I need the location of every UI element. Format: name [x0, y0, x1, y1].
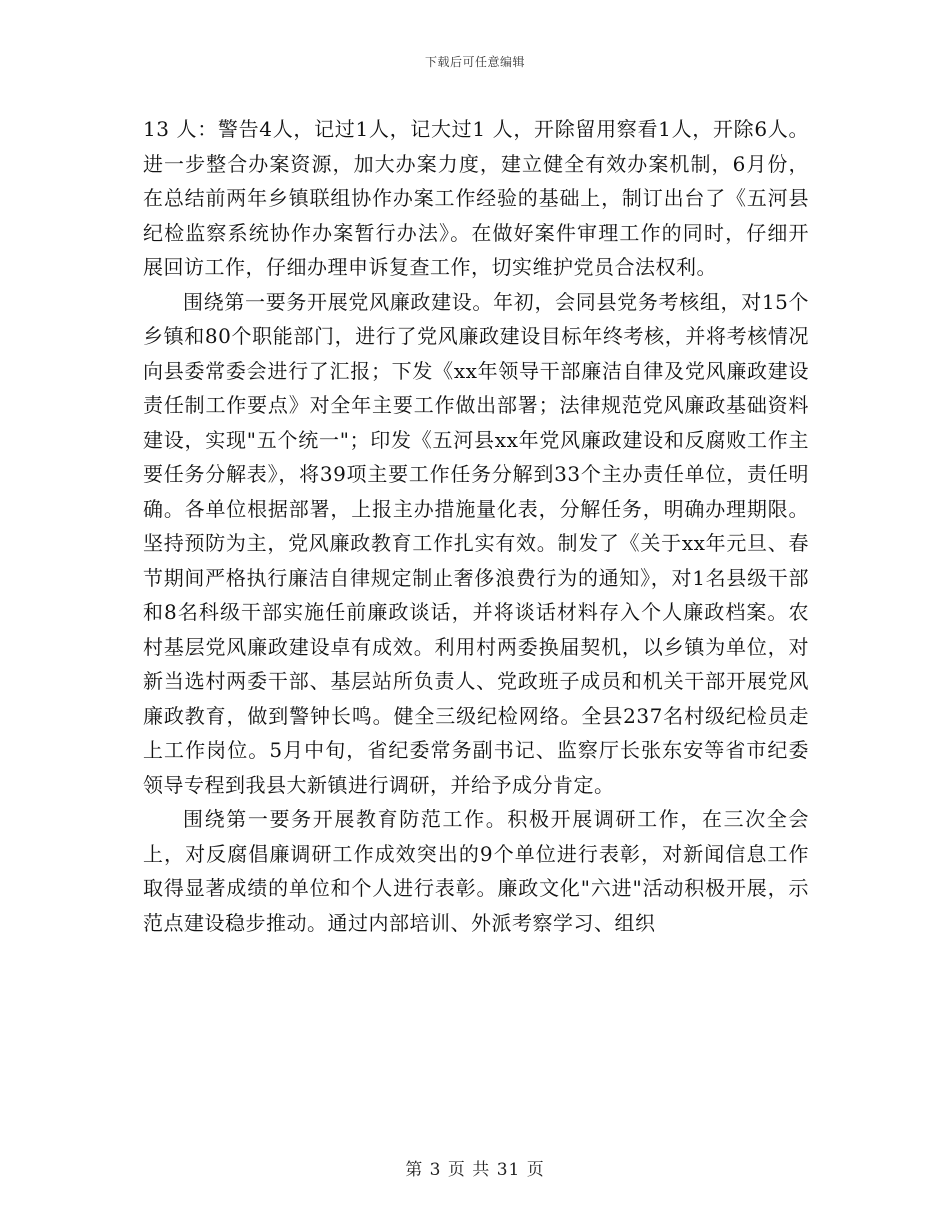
paragraph-continuation: 13 人：警告4人，记过1人，记大过1 人，开除留用察看1人，开除6人。进一步整合办案资源，加大办案力度，建立健全有效办案机制，6月份，在总结前两年乡镇联组协作办案工作经验的基础上，制订出台了《五河县纪检监察系统协作办案暂行办法》。在做好案件审理工作的同时，仔细开展回访工作，仔细办理申诉复查工作，切实维护党员合法权利。	[143, 117, 809, 279]
page-header: 下载后可任意编辑	[424, 55, 525, 69]
paragraph-party-style: 围绕第一要务开展党风廉政建设。年初，会同县党务考核组，对15个乡镇和80个职能部门，进行了党风廉政建设目标年终考核，并将考核情况向县委常委会进行了汇报；下发《xx年领导干部廉洁自律及党风廉政建设责任制工作要点》对全年主要工作做出部署；法律规范党风廉政基础资料建设，实现"五个统一"；印发《五河县xx年党风廉政建设和反腐败工作主要任务分解表》，将39项主要工作任务分解到33个主办责任单位，责任明确。各单位根据部署，上报主办措施量化表，分解任务，明确办理期限。坚持预防为主，党风廉政教育工作扎实有效。制发了《关于xx年元旦、春节期间严格执行廉洁自律规定制止奢侈浪费行为的通知》，对1名县级干部和8名科级干部实施任前廉政谈话，并将谈话材料存入个人廉政档案。农村基层党风廉政建设卓有成效。利用村两委换届契机，以乡镇为单位，对新当选村两委干部、基层站所负责人、党政班子成员和机关干部开展党风廉政教育，做到警钟长鸣。健全三级纪检网络。全县237名村级纪检员走上工作岗位。5月中旬，省纪委常务副书记、监察厅长张东安等省市纪委领导专程到我县大新镇进行调研，并给予成分肯定。	[143, 289, 809, 797]
page-number: 第 3 页 共 31 页	[405, 1160, 545, 1180]
paragraph-education: 围绕第一要务开展教育防范工作。积极开展调研工作，在三次全会上，对反腐倡廉调研工作成效突出的9个单位进行表彰，对新闻信息工作取得显著成绩的单位和个人进行表彰。廉政文化"六进"活动积极开展，示范点建设稳步推动。通过内部培训、外派考察学习、组织	[143, 807, 809, 935]
document-body	[143, 112, 809, 940]
